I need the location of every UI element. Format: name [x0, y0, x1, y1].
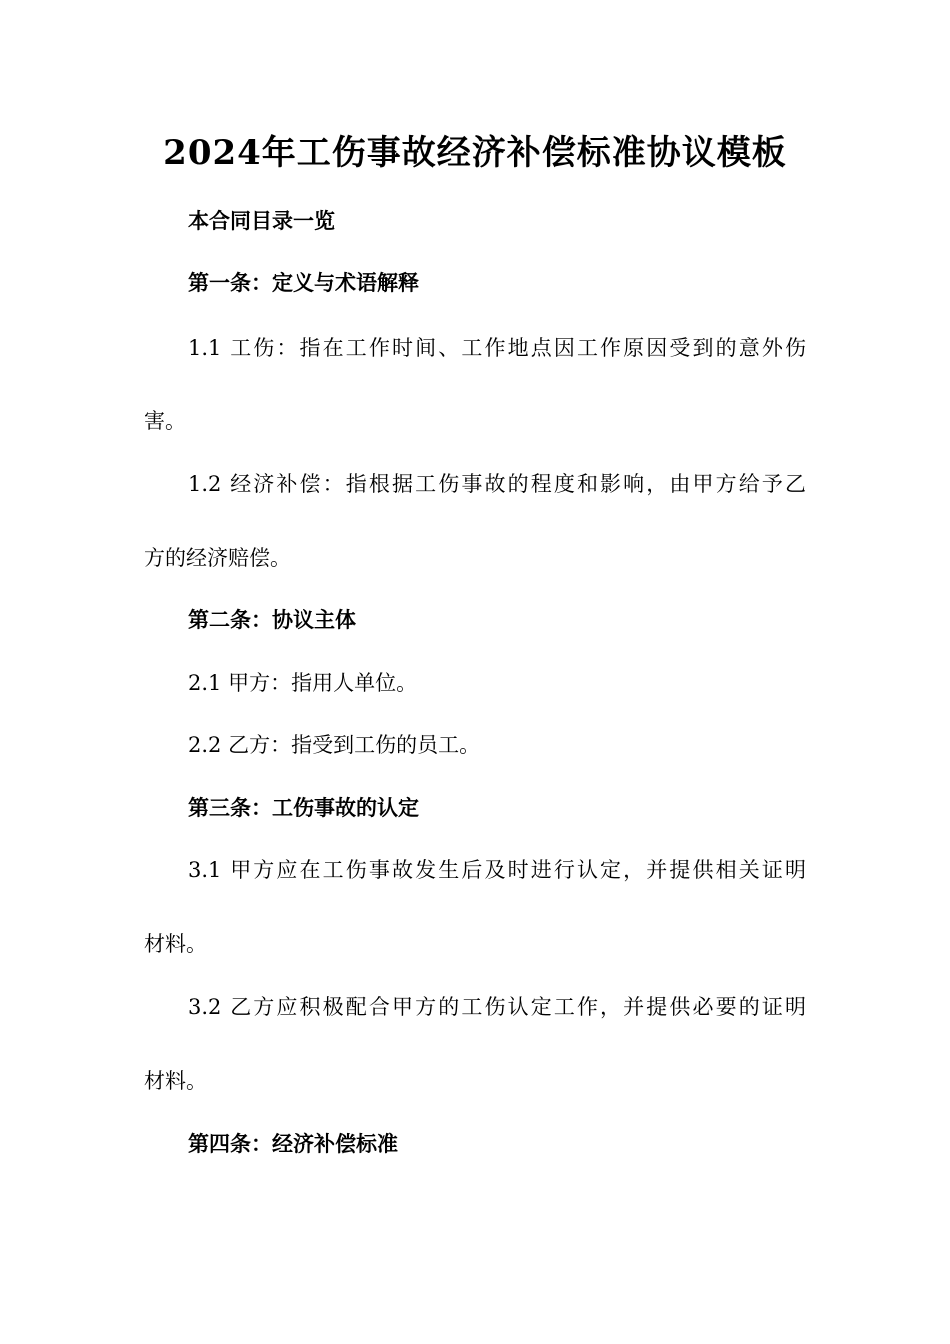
- clause-3-2-line-1: 3.2 乙方应积极配合甲方的工伤认定工作，并提供必要的证明: [188, 995, 806, 1019]
- toc-heading: 本合同目录一览: [188, 208, 335, 233]
- clause-3-1-line-2: 材料。: [144, 932, 207, 956]
- clause-1-1-line-1: 1.1 工伤：指在工作时间、工作地点因工作原因受到的意外伤: [188, 336, 806, 360]
- clause-1-2-line-2: 方的经济赔偿。: [144, 546, 291, 570]
- clause-1-2-line-1: 1.2 经济补偿：指根据工伤事故的程度和影响，由甲方给予乙: [188, 472, 806, 496]
- article-1-heading: 第一条：定义与术语解释: [188, 270, 419, 295]
- clause-3-2-line-2: 材料。: [144, 1069, 207, 1093]
- clause-2-2: 2.2 乙方：指受到工伤的员工。: [188, 733, 481, 757]
- clause-2-1: 2.1 甲方：指用人单位。: [188, 671, 418, 695]
- document-title: 2024年工伤事故经济补偿标准协议模板: [163, 133, 787, 173]
- clause-1-1-line-2: 害。: [144, 409, 186, 433]
- article-3-heading: 第三条：工伤事故的认定: [188, 795, 419, 820]
- article-2-heading: 第二条：协议主体: [188, 607, 356, 632]
- clause-3-1-line-1: 3.1 甲方应在工伤事故发生后及时进行认定，并提供相关证明: [188, 858, 806, 882]
- article-4-heading: 第四条：经济补偿标准: [188, 1131, 398, 1156]
